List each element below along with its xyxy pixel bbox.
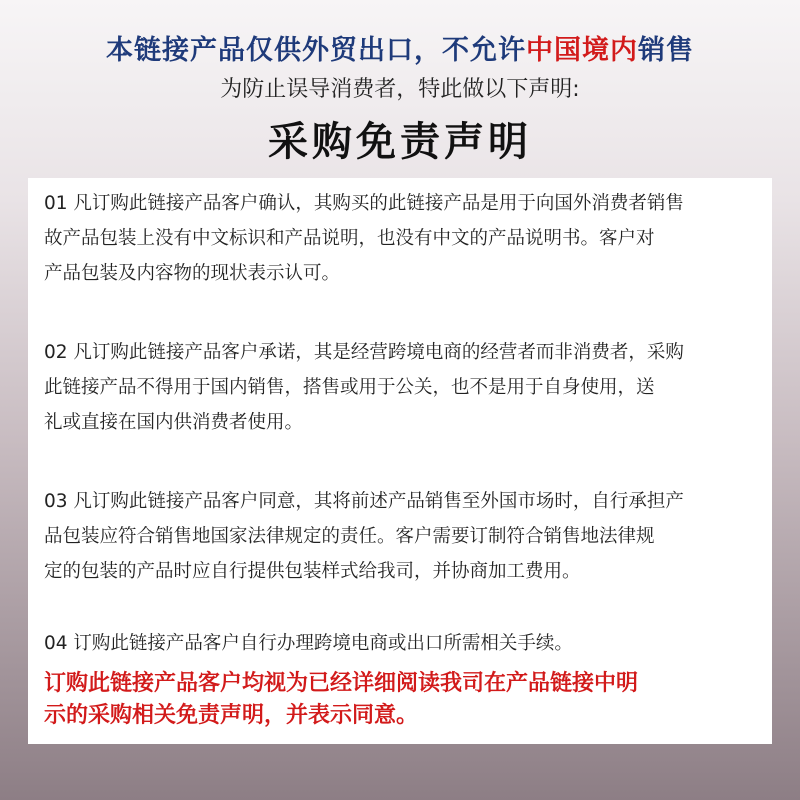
page-title: 采购免责声明 [268,119,532,165]
agreement-notice-line: 示的采购相关免责声明，并表示同意。 [44,703,419,728]
disclaimer-panel [28,178,772,744]
clause-line: 产品包装及内容物的现状表示认可。 [44,263,341,284]
clause-line: 02 凡订购此链接产品客户承诺，其是经营跨境电商的经营者而非消费者，采购 [44,342,684,363]
clause-line: 此链接产品不得用于国内销售，搭售或用于公关，也不是用于自身使用，送 [44,377,655,398]
subtitle: 为防止误导消费者，特此做以下声明: [220,77,580,102]
clause-01 [44,186,764,291]
clause-line: 04 订购此链接产品客户自行办理跨境电商或出口所需相关手续。 [44,633,573,654]
agreement-notice-line: 订购此链接产品客户均视为已经详细阅读我司在产品链接中明 [44,671,639,696]
clause-line: 定的包装的产品时应自行提供包装样式给我司，并协商加工费用。 [44,561,581,582]
clause-line: 03 凡订购此链接产品客户同意，其将前述产品销售至外国市场时，自行承担产 [44,491,684,512]
clause-02 [44,335,764,440]
clause-line: 品包装应符合销售地国家法律规定的责任。客户需要订制符合销售地法律规 [44,526,655,547]
agreement-notice [44,668,764,732]
clause-line: 礼或直接在国内供消费者使用。 [44,412,304,433]
clause-line: 01 凡订购此链接产品客户确认，其购买的此链接产品是用于向国外消费者销售 [44,193,684,214]
clause-line: 故产品包装上没有中文标识和产品说明，也没有中文的产品说明书。客户对 [44,228,655,249]
clause-03 [44,484,764,589]
export-notice-part2: 销售 [638,35,694,66]
export-notice [0,28,800,67]
clause-04 [44,626,764,661]
export-notice-part1: 本链接产品仅供外贸出口，不允许 [106,35,526,66]
export-notice-highlight: 中国境内 [526,35,638,66]
